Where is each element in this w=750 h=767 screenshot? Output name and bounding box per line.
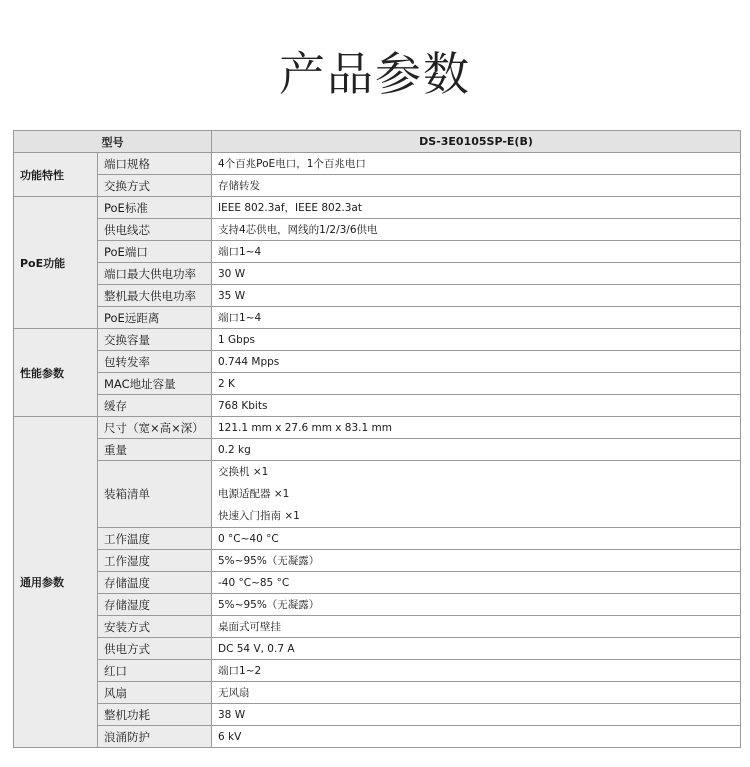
param-value: 2 K (212, 373, 741, 395)
param-name: 存储湿度 (98, 594, 212, 616)
param-name: MAC地址容量 (98, 373, 212, 395)
param-value: 5%~95%（无凝露） (212, 594, 741, 616)
group-label: 通用参数 (14, 417, 98, 748)
table-row (14, 616, 741, 638)
param-value: 0 °C~40 °C (212, 528, 741, 550)
table-header-row (14, 131, 741, 153)
param-value: 4个百兆PoE电口，1个百兆电口 (212, 153, 741, 175)
param-name: 交换方式 (98, 175, 212, 197)
table-row (14, 285, 741, 307)
table-row (14, 660, 741, 682)
table-row (14, 263, 741, 285)
table-row (14, 351, 741, 373)
param-name: 供电方式 (98, 638, 212, 660)
param-name: PoE端口 (98, 241, 212, 263)
table-row (14, 461, 741, 528)
param-name: 端口规格 (98, 153, 212, 175)
group-label: PoE功能 (14, 197, 98, 329)
table-row (14, 329, 741, 351)
group-label: 性能参数 (14, 329, 98, 417)
table-row (14, 572, 741, 594)
table-row (14, 153, 741, 175)
package-item: 交换机 ×1 (218, 466, 269, 478)
table-row (14, 682, 741, 704)
table-row (14, 395, 741, 417)
param-value: 0.2 kg (212, 439, 741, 461)
table-row (14, 439, 741, 461)
param-name: 安装方式 (98, 616, 212, 638)
param-value: 0.744 Mpps (212, 351, 741, 373)
param-name: 红口 (98, 660, 212, 682)
param-name: 重量 (98, 439, 212, 461)
param-name: 缓存 (98, 395, 212, 417)
table-row (14, 307, 741, 329)
table-row (14, 241, 741, 263)
param-value: 1 Gbps (212, 329, 741, 351)
param-value: 5%~95%（无凝露） (212, 550, 741, 572)
param-value: 端口1~2 (212, 660, 741, 682)
table-row (14, 726, 741, 748)
param-name: PoE标准 (98, 197, 212, 219)
table-row (14, 704, 741, 726)
table-row (14, 219, 741, 241)
param-name: 存储温度 (98, 572, 212, 594)
param-value: DC 54 V, 0.7 A (212, 638, 741, 660)
param-value-list (212, 461, 741, 528)
table-row (14, 197, 741, 219)
param-name: 尺寸（宽×高×深） (98, 417, 212, 439)
param-value: 38 W (212, 704, 741, 726)
param-name: PoE远距离 (98, 307, 212, 329)
param-name: 交换容量 (98, 329, 212, 351)
param-name: 包转发率 (98, 351, 212, 373)
param-name: 风扇 (98, 682, 212, 704)
table-row (14, 175, 741, 197)
param-name: 工作湿度 (98, 550, 212, 572)
param-name: 整机最大供电功率 (98, 285, 212, 307)
spec-table (13, 130, 741, 748)
param-value: 端口1~4 (212, 241, 741, 263)
param-value: 121.1 mm x 27.6 mm x 83.1 mm (212, 417, 741, 439)
model-label: 型号 (14, 131, 212, 153)
table-row (14, 528, 741, 550)
param-value: 无风扇 (212, 682, 741, 704)
model-value: DS-3E0105SP-E(B) (212, 131, 741, 153)
table-row (14, 417, 741, 439)
package-item: 快速入门指南 ×1 (218, 510, 300, 522)
param-name: 工作温度 (98, 528, 212, 550)
param-value: 存储转发 (212, 175, 741, 197)
param-name: 整机功耗 (98, 704, 212, 726)
param-value: 支持4芯供电，网线的1/2/3/6供电 (212, 219, 741, 241)
package-item: 电源适配器 ×1 (218, 488, 290, 500)
param-value: IEEE 802.3af，IEEE 802.3at (212, 197, 741, 219)
group-label: 功能特性 (14, 153, 98, 197)
table-row (14, 373, 741, 395)
table-row (14, 550, 741, 572)
param-value: 768 Kbits (212, 395, 741, 417)
param-value: 6 kV (212, 726, 741, 748)
param-value: 端口1~4 (212, 307, 741, 329)
table-row (14, 594, 741, 616)
param-value: 桌面式可壁挂 (212, 616, 741, 638)
param-name: 装箱清单 (98, 461, 212, 528)
page-title: 产品参数 (279, 47, 471, 101)
param-value: -40 °C~85 °C (212, 572, 741, 594)
param-name: 供电线芯 (98, 219, 212, 241)
param-value: 30 W (212, 263, 741, 285)
param-name: 浪涌防护 (98, 726, 212, 748)
table-row (14, 638, 741, 660)
param-value: 35 W (212, 285, 741, 307)
param-name: 端口最大供电功率 (98, 263, 212, 285)
